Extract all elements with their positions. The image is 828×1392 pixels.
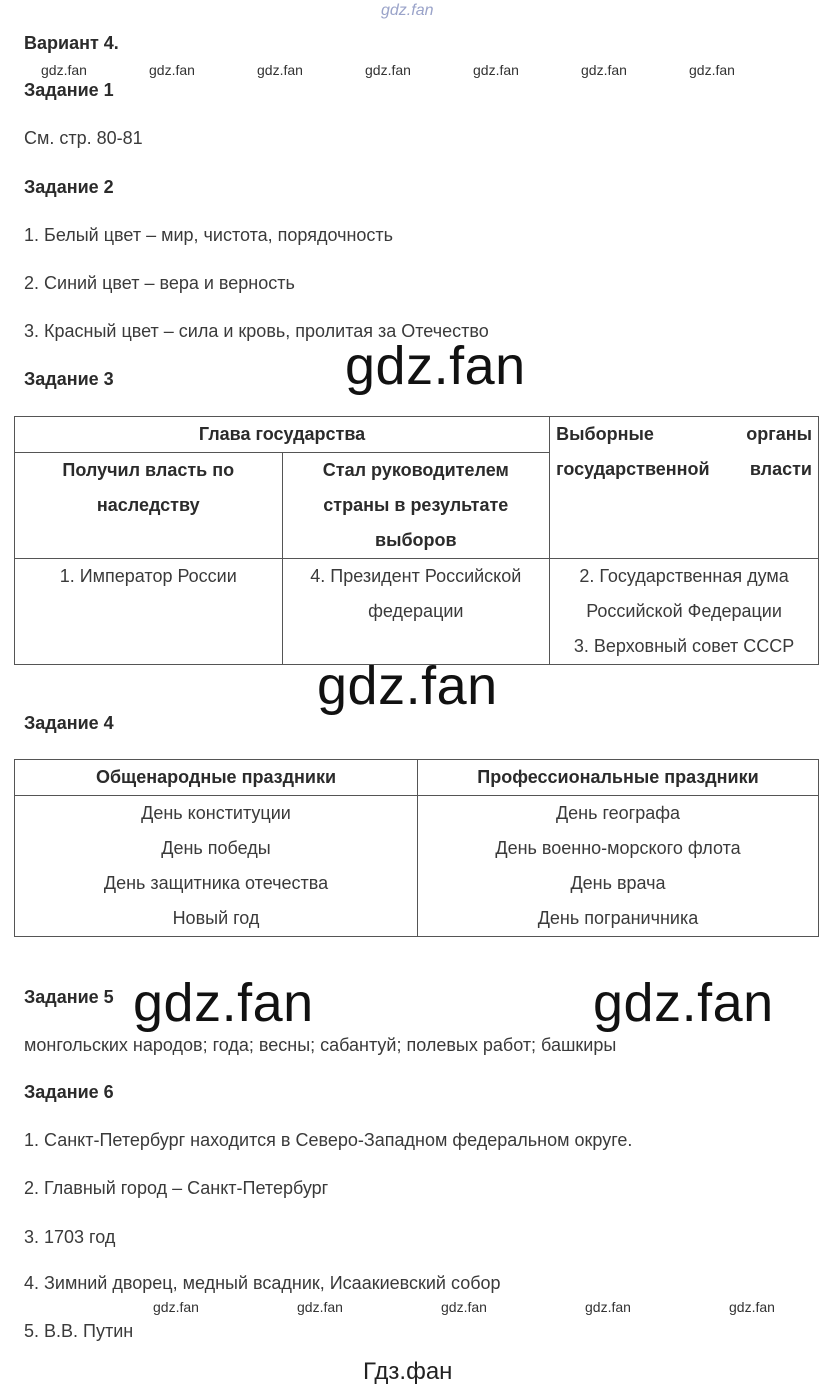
variant-title: Вариант 4. xyxy=(24,33,119,53)
elected-bodies-header: Выборные органы государственной власти xyxy=(550,417,819,559)
list-item: День пограничника xyxy=(537,908,699,928)
task1-title: Задание 1 xyxy=(24,80,114,100)
watermark-bottom: Гдз.фан xyxy=(363,1358,453,1385)
table-cell: 4. Президент Российской федерации xyxy=(282,559,550,665)
watermark-small: gdz.fan xyxy=(149,62,195,78)
watermark-small: gdz.fan xyxy=(581,62,627,78)
watermark-large: gdz.fan xyxy=(345,336,526,396)
list-item: Новый год xyxy=(172,908,260,928)
professional-holidays-header: Профессиональные праздники xyxy=(418,760,819,796)
inherited-header: Получил власть по наследству xyxy=(15,453,283,559)
list-item: День географа xyxy=(555,803,681,823)
task2-title: Задание 2 xyxy=(24,177,114,197)
table-cell xyxy=(418,796,819,937)
task6-title: Задание 6 xyxy=(24,1082,114,1102)
task2-item: 3. Красный цвет – сила и кровь, пролитая за Отечество xyxy=(24,321,489,341)
watermark-small: gdz.fan xyxy=(441,1299,487,1315)
watermark-small: gdz.fan xyxy=(473,62,519,78)
head-of-state-header: Глава государства xyxy=(15,417,550,453)
table-cell xyxy=(15,796,418,937)
list-item: День врача xyxy=(570,873,666,893)
watermark-large: gdz.fan xyxy=(317,656,498,716)
task6-item: 5. В.В. Путин xyxy=(24,1321,134,1341)
watermark-small: gdz.fan xyxy=(153,1299,199,1315)
watermark-small: gdz.fan xyxy=(297,1299,343,1315)
watermark-small: gdz.fan xyxy=(689,62,735,78)
watermark-small: gdz.fan xyxy=(257,62,303,78)
watermark-small: gdz.fan xyxy=(365,62,411,78)
task6-item: 2. Главный город – Санкт-Петербург xyxy=(24,1178,329,1198)
list-item: 3. Верховный совет СССР xyxy=(573,636,795,656)
task1-text: См. стр. 80-81 xyxy=(24,128,143,148)
task5-text: монгольских народов; года; весны; сабантуй; полевых работ; башкиры xyxy=(24,1035,617,1055)
watermark-small: gdz.fan xyxy=(729,1299,775,1315)
task5-title: Задание 5 xyxy=(24,987,114,1007)
watermark-top: gdz.fan xyxy=(381,2,434,19)
task2-item: 2. Синий цвет – вера и верность xyxy=(24,273,295,293)
task2-item: 1. Белый цвет – мир, чистота, порядочность xyxy=(24,225,394,245)
task4-table xyxy=(14,759,819,937)
list-item: День победы xyxy=(161,838,271,858)
list-item: День военно-морского флота xyxy=(495,838,741,858)
elected-leader-header: Стал руководителем страны в результате выборов xyxy=(282,453,550,559)
national-holidays-header: Общенародные праздники xyxy=(15,760,418,796)
task6-item: 3. 1703 год xyxy=(24,1227,116,1247)
task6-item: 4. Зимний дворец, медный всадник, Исаакиевский собор xyxy=(24,1273,501,1293)
list-item: День защитника отечества xyxy=(103,873,329,893)
watermark-large: gdz.fan xyxy=(133,973,314,1033)
list-item: 2. Государственная дума Российской Федерации xyxy=(579,566,789,621)
watermark-small: gdz.fan xyxy=(41,62,87,78)
task3-table xyxy=(14,416,819,665)
task3-title: Задание 3 xyxy=(24,369,114,389)
watermark-small: gdz.fan xyxy=(585,1299,631,1315)
table-cell xyxy=(550,559,819,665)
task4-title: Задание 4 xyxy=(24,713,114,733)
task6-item: 1. Санкт-Петербург находится в Северо-Западном федеральном округе. xyxy=(24,1130,633,1150)
watermark-large: gdz.fan xyxy=(593,973,774,1033)
table-cell: 1. Император России xyxy=(15,559,283,665)
list-item: День конституции xyxy=(141,803,291,823)
